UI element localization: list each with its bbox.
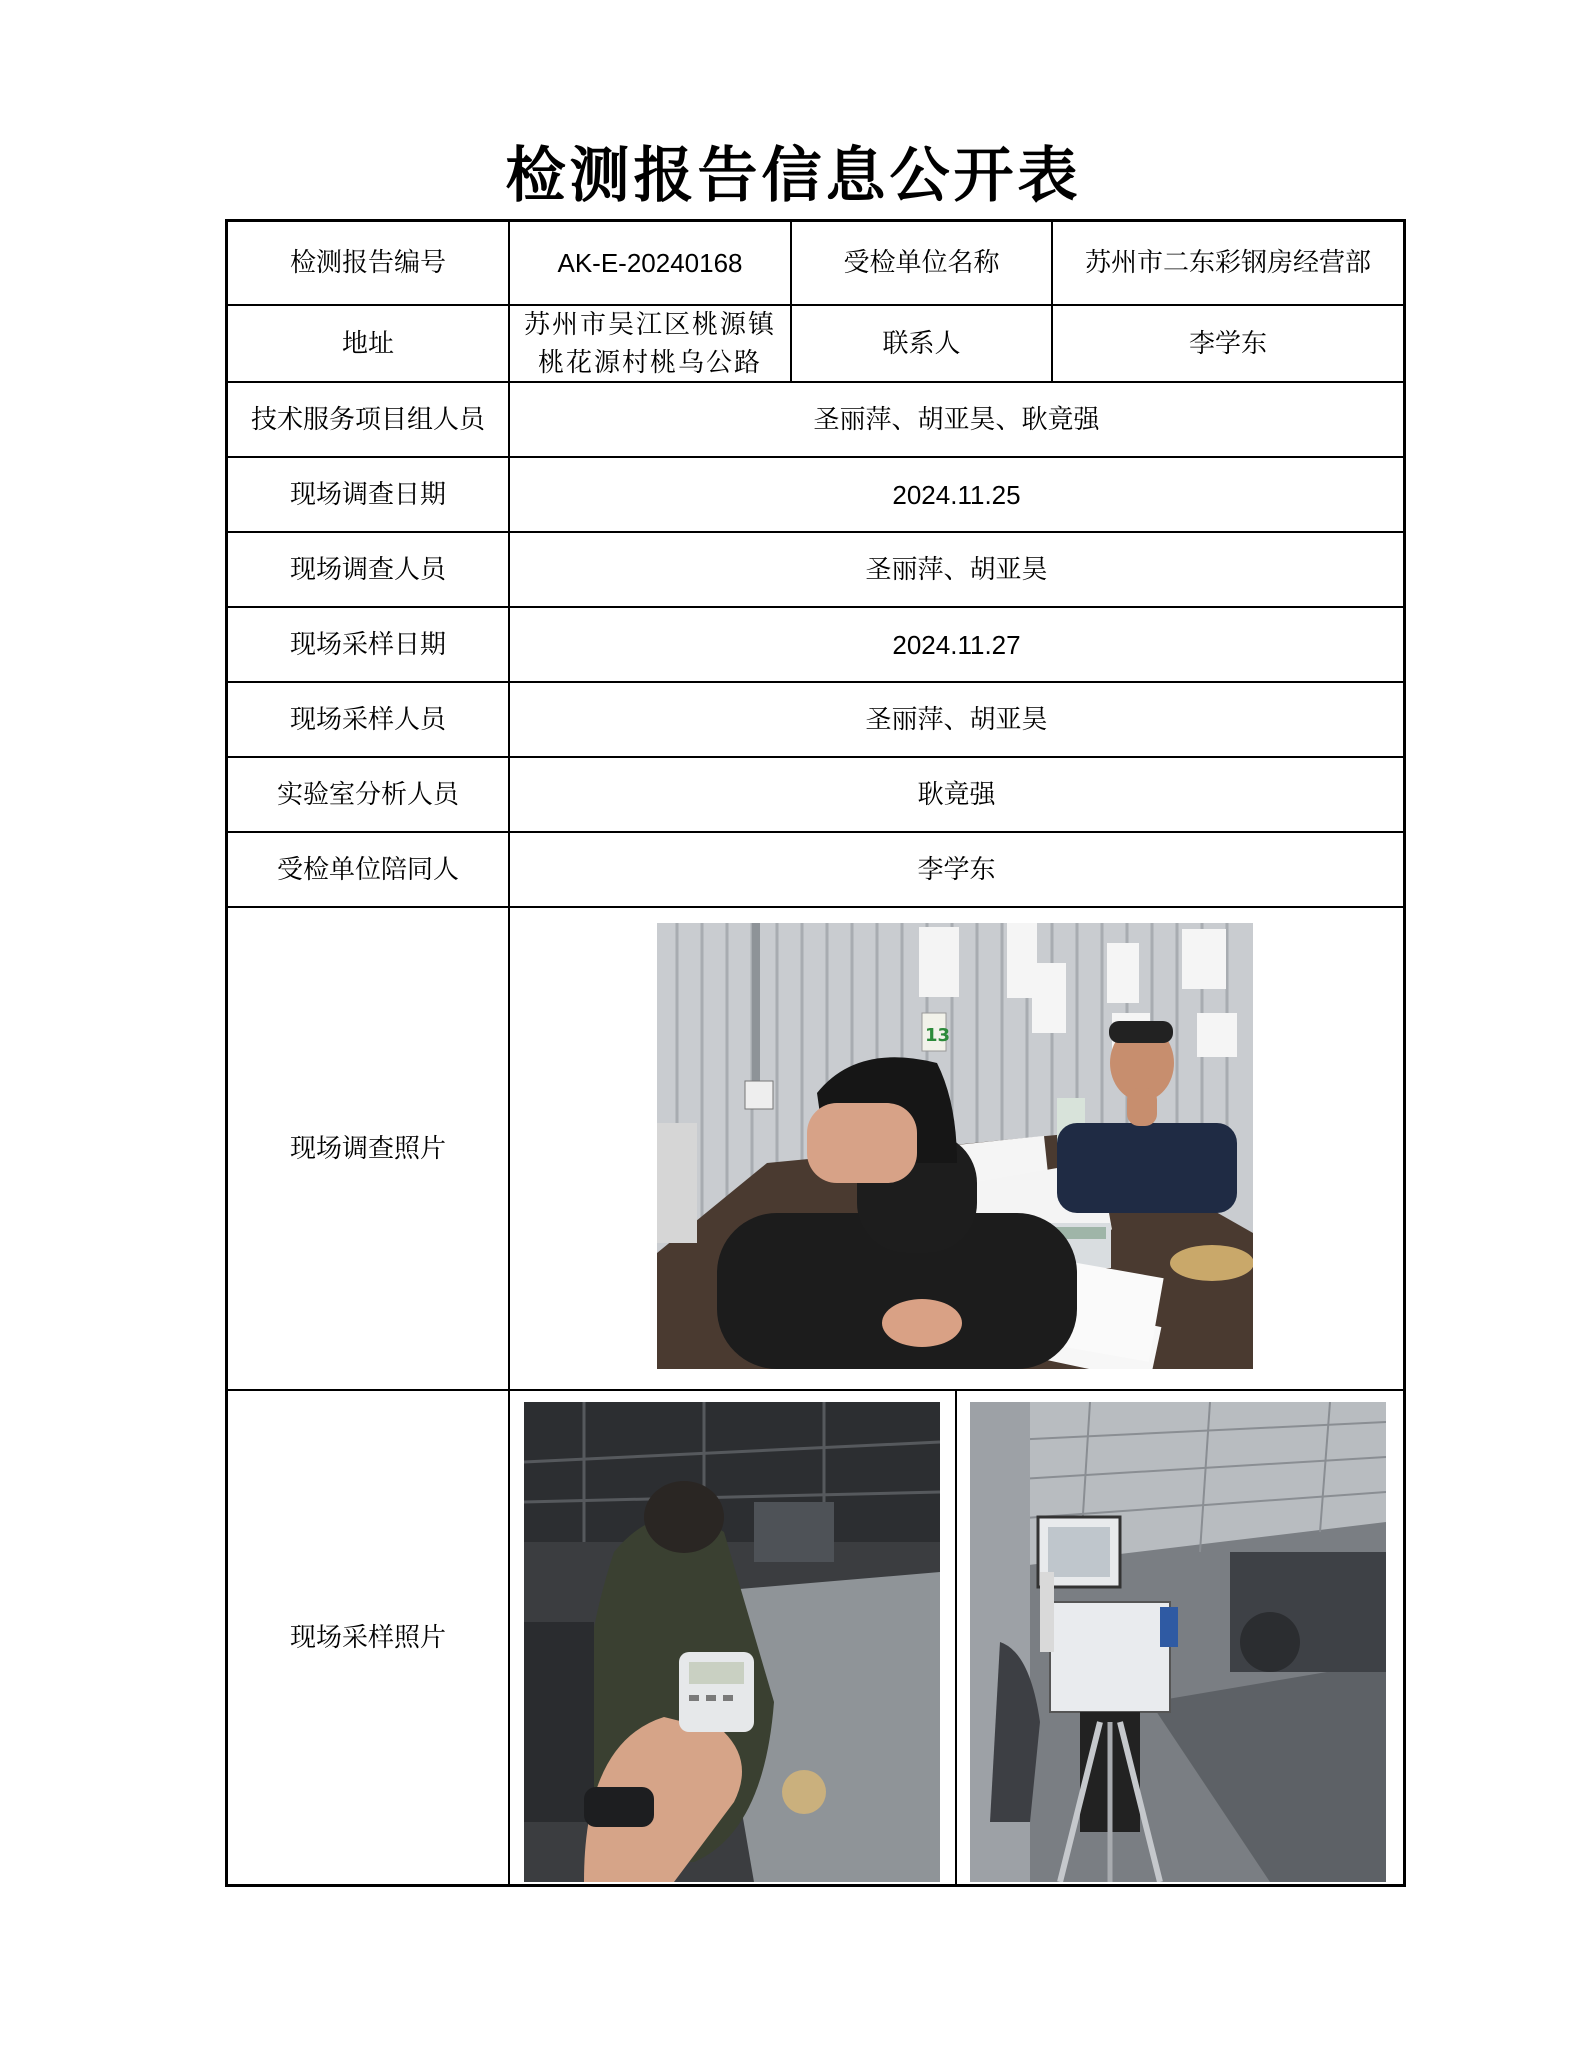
- address-line-1: 苏州市吴江区桃源镇: [523, 309, 776, 340]
- lab-staff-value: 耿竟强: [917, 779, 996, 810]
- survey-staff-value: 圣丽萍、胡亚昊: [865, 554, 1048, 585]
- col-divider: [955, 1390, 957, 1884]
- unit-name-value: 苏州市二东彩钢房经营部: [1084, 248, 1371, 278]
- info-table: [225, 219, 1406, 1887]
- sampling-photo-label: 现场采样照片: [289, 1622, 446, 1653]
- unit-name-label: 受检单位名称: [843, 248, 1000, 278]
- sampling-staff-value: 圣丽萍、胡亚昊: [865, 704, 1048, 735]
- report-no-value: AK-E-20240168: [557, 248, 743, 278]
- contact-value: 李学东: [1188, 328, 1267, 359]
- survey-date-value: 2024.11.25: [892, 479, 1021, 510]
- contact-label: 联系人: [882, 328, 961, 359]
- report-no-label: 检测报告编号: [289, 248, 446, 278]
- address-label: 地址: [341, 328, 394, 359]
- page-title: 检测报告信息公开表: [505, 141, 1082, 211]
- survey-date-label: 现场调查日期: [289, 479, 446, 510]
- survey-staff-label: 现场调查人员: [289, 554, 446, 585]
- calendar-number: 13: [925, 1025, 951, 1046]
- survey-photo-label: 现场调查照片: [289, 1133, 446, 1164]
- sampling-date-value: 2024.11.27: [892, 629, 1021, 660]
- team-label: 技术服务项目组人员: [250, 404, 485, 435]
- lab-staff-label: 实验室分析人员: [276, 779, 459, 810]
- escort-value: 李学东: [917, 854, 996, 885]
- address-line-2: 桃花源村桃乌公路: [537, 347, 762, 378]
- address-value: [510, 306, 790, 381]
- team-value: 圣丽萍、胡亚昊、耿竟强: [813, 404, 1100, 435]
- sampling-staff-label: 现场采样人员: [289, 704, 446, 735]
- sampling-photo-sound-meter: [524, 1402, 940, 1882]
- sampling-date-label: 现场采样日期: [289, 629, 446, 660]
- sampling-photo-dust-sampler: [970, 1402, 1386, 1882]
- survey-photo: [657, 923, 1253, 1369]
- escort-label: 受检单位陪同人: [276, 854, 459, 885]
